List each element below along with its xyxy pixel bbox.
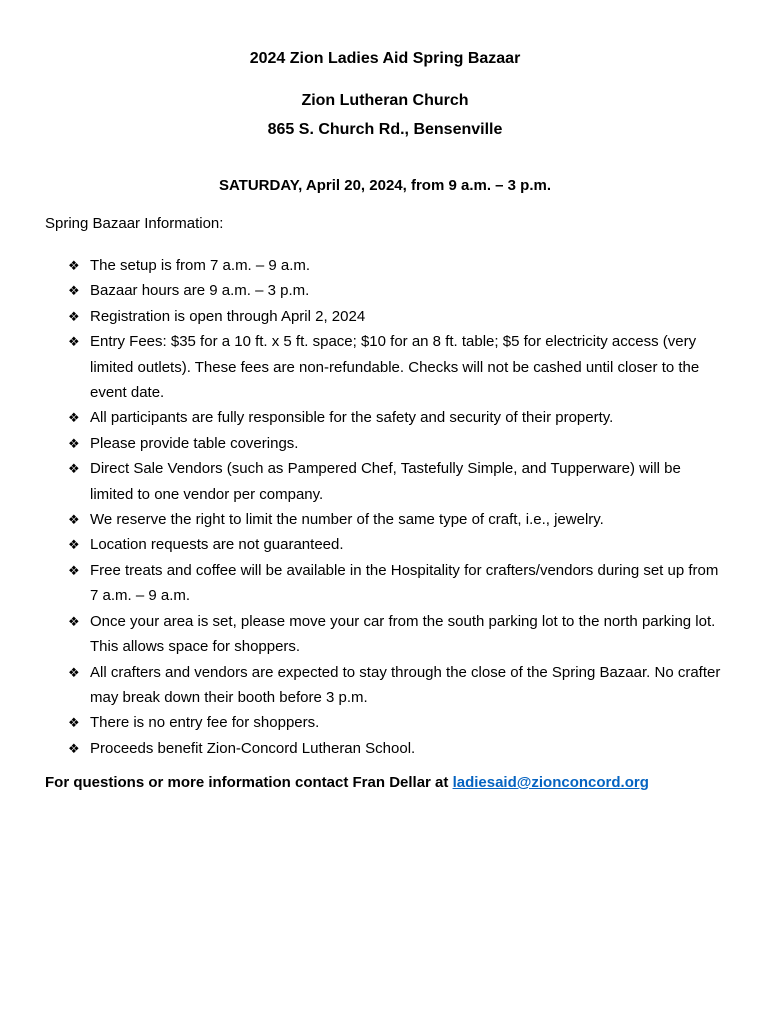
diamond-bullet-icon: ❖ xyxy=(68,334,80,350)
diamond-bullet-icon: ❖ xyxy=(68,537,80,553)
diamond-bullet-icon: ❖ xyxy=(68,308,80,324)
diamond-bullet-icon: ❖ xyxy=(68,715,80,731)
diamond-bullet-icon: ❖ xyxy=(68,410,80,426)
list-item-text: All participants are fully responsible for the safety and security of their property. xyxy=(90,409,614,427)
diamond-bullet-icon: ❖ xyxy=(68,258,80,273)
list-item-text: All crafters and vendors are expected to stay through the close of the Spring Bazaar. No crafter may break down their booth before 3 p.m. xyxy=(90,663,721,706)
list-item xyxy=(68,609,728,660)
list-item xyxy=(68,660,728,711)
list-item xyxy=(68,253,728,278)
contact-text: For questions or more information contact Fran Dellar at xyxy=(45,774,453,791)
list-item xyxy=(68,507,728,532)
list-item xyxy=(68,405,728,430)
list-item-text: Bazaar hours are 9 a.m. – 3 p.m. xyxy=(90,282,310,300)
info-list xyxy=(68,253,728,761)
list-item xyxy=(68,304,728,329)
church-name: Zion Lutheran Church xyxy=(301,92,469,109)
list-item-text: Location requests are not guaranteed. xyxy=(90,536,344,554)
list-item xyxy=(68,710,728,735)
document-title: 2024 Zion Ladies Aid Spring Bazaar xyxy=(249,50,521,67)
list-item xyxy=(68,532,728,557)
diamond-bullet-icon: ❖ xyxy=(68,461,80,477)
list-item-text: The setup is from 7 a.m. – 9 a.m. xyxy=(90,257,311,274)
list-item-text: Once your area is set, please move your car from the south parking lot to the north parking lot. This allows space for shoppers. xyxy=(90,612,716,656)
list-item xyxy=(68,558,728,609)
list-item-text: Please provide table coverings. xyxy=(90,434,299,452)
diamond-bullet-icon: ❖ xyxy=(68,512,80,528)
event-date: SATURDAY, April 20, 2024, from 9 a.m. – 3 p.m. xyxy=(218,177,552,194)
list-item xyxy=(68,736,728,761)
diamond-bullet-icon: ❖ xyxy=(68,435,80,451)
diamond-bullet-icon: ❖ xyxy=(68,283,80,299)
list-item-text: There is no entry fee for shoppers. xyxy=(90,714,320,732)
diamond-bullet-icon: ❖ xyxy=(68,740,80,756)
diamond-bullet-icon: ❖ xyxy=(68,562,80,578)
list-item-text: Free treats and coffee will be available in the Hospitality for crafters/vendors during set up from 7 a.m. – 9 a.m. xyxy=(90,561,719,605)
list-item xyxy=(68,456,728,507)
list-item-text: Entry Fees: $35 for a 10 ft. x 5 ft. space; $10 for an 8 ft. table; $5 for electricity access (very limited outlets). These fees are non-refundable. Checks will not be cashed until closer to the event date. xyxy=(90,333,700,402)
list-item-text: Direct Sale Vendors (such as Pampered Chef, Tastefully Simple, and Tupperware) will be limited to one vendor per company. xyxy=(90,460,681,503)
list-item-text: Registration is open through April 2, 2024 xyxy=(90,307,366,325)
contact-email-link[interactable]: ladiesaid@zionconcord.org xyxy=(452,774,649,791)
info-heading: Spring Bazaar Information: xyxy=(45,215,224,232)
diamond-bullet-icon: ❖ xyxy=(68,664,80,680)
contact-line xyxy=(45,774,649,791)
list-item-text: Proceeds benefit Zion-Concord Lutheran School. xyxy=(90,739,416,757)
list-item xyxy=(68,431,728,456)
list-item-text: We reserve the right to limit the number of the same type of craft, i.e., jewelry. xyxy=(90,511,604,529)
list-item xyxy=(68,329,728,405)
list-item xyxy=(68,278,728,303)
church-address: 865 S. Church Rd., Bensenville xyxy=(267,121,503,138)
diamond-bullet-icon: ❖ xyxy=(68,613,80,629)
